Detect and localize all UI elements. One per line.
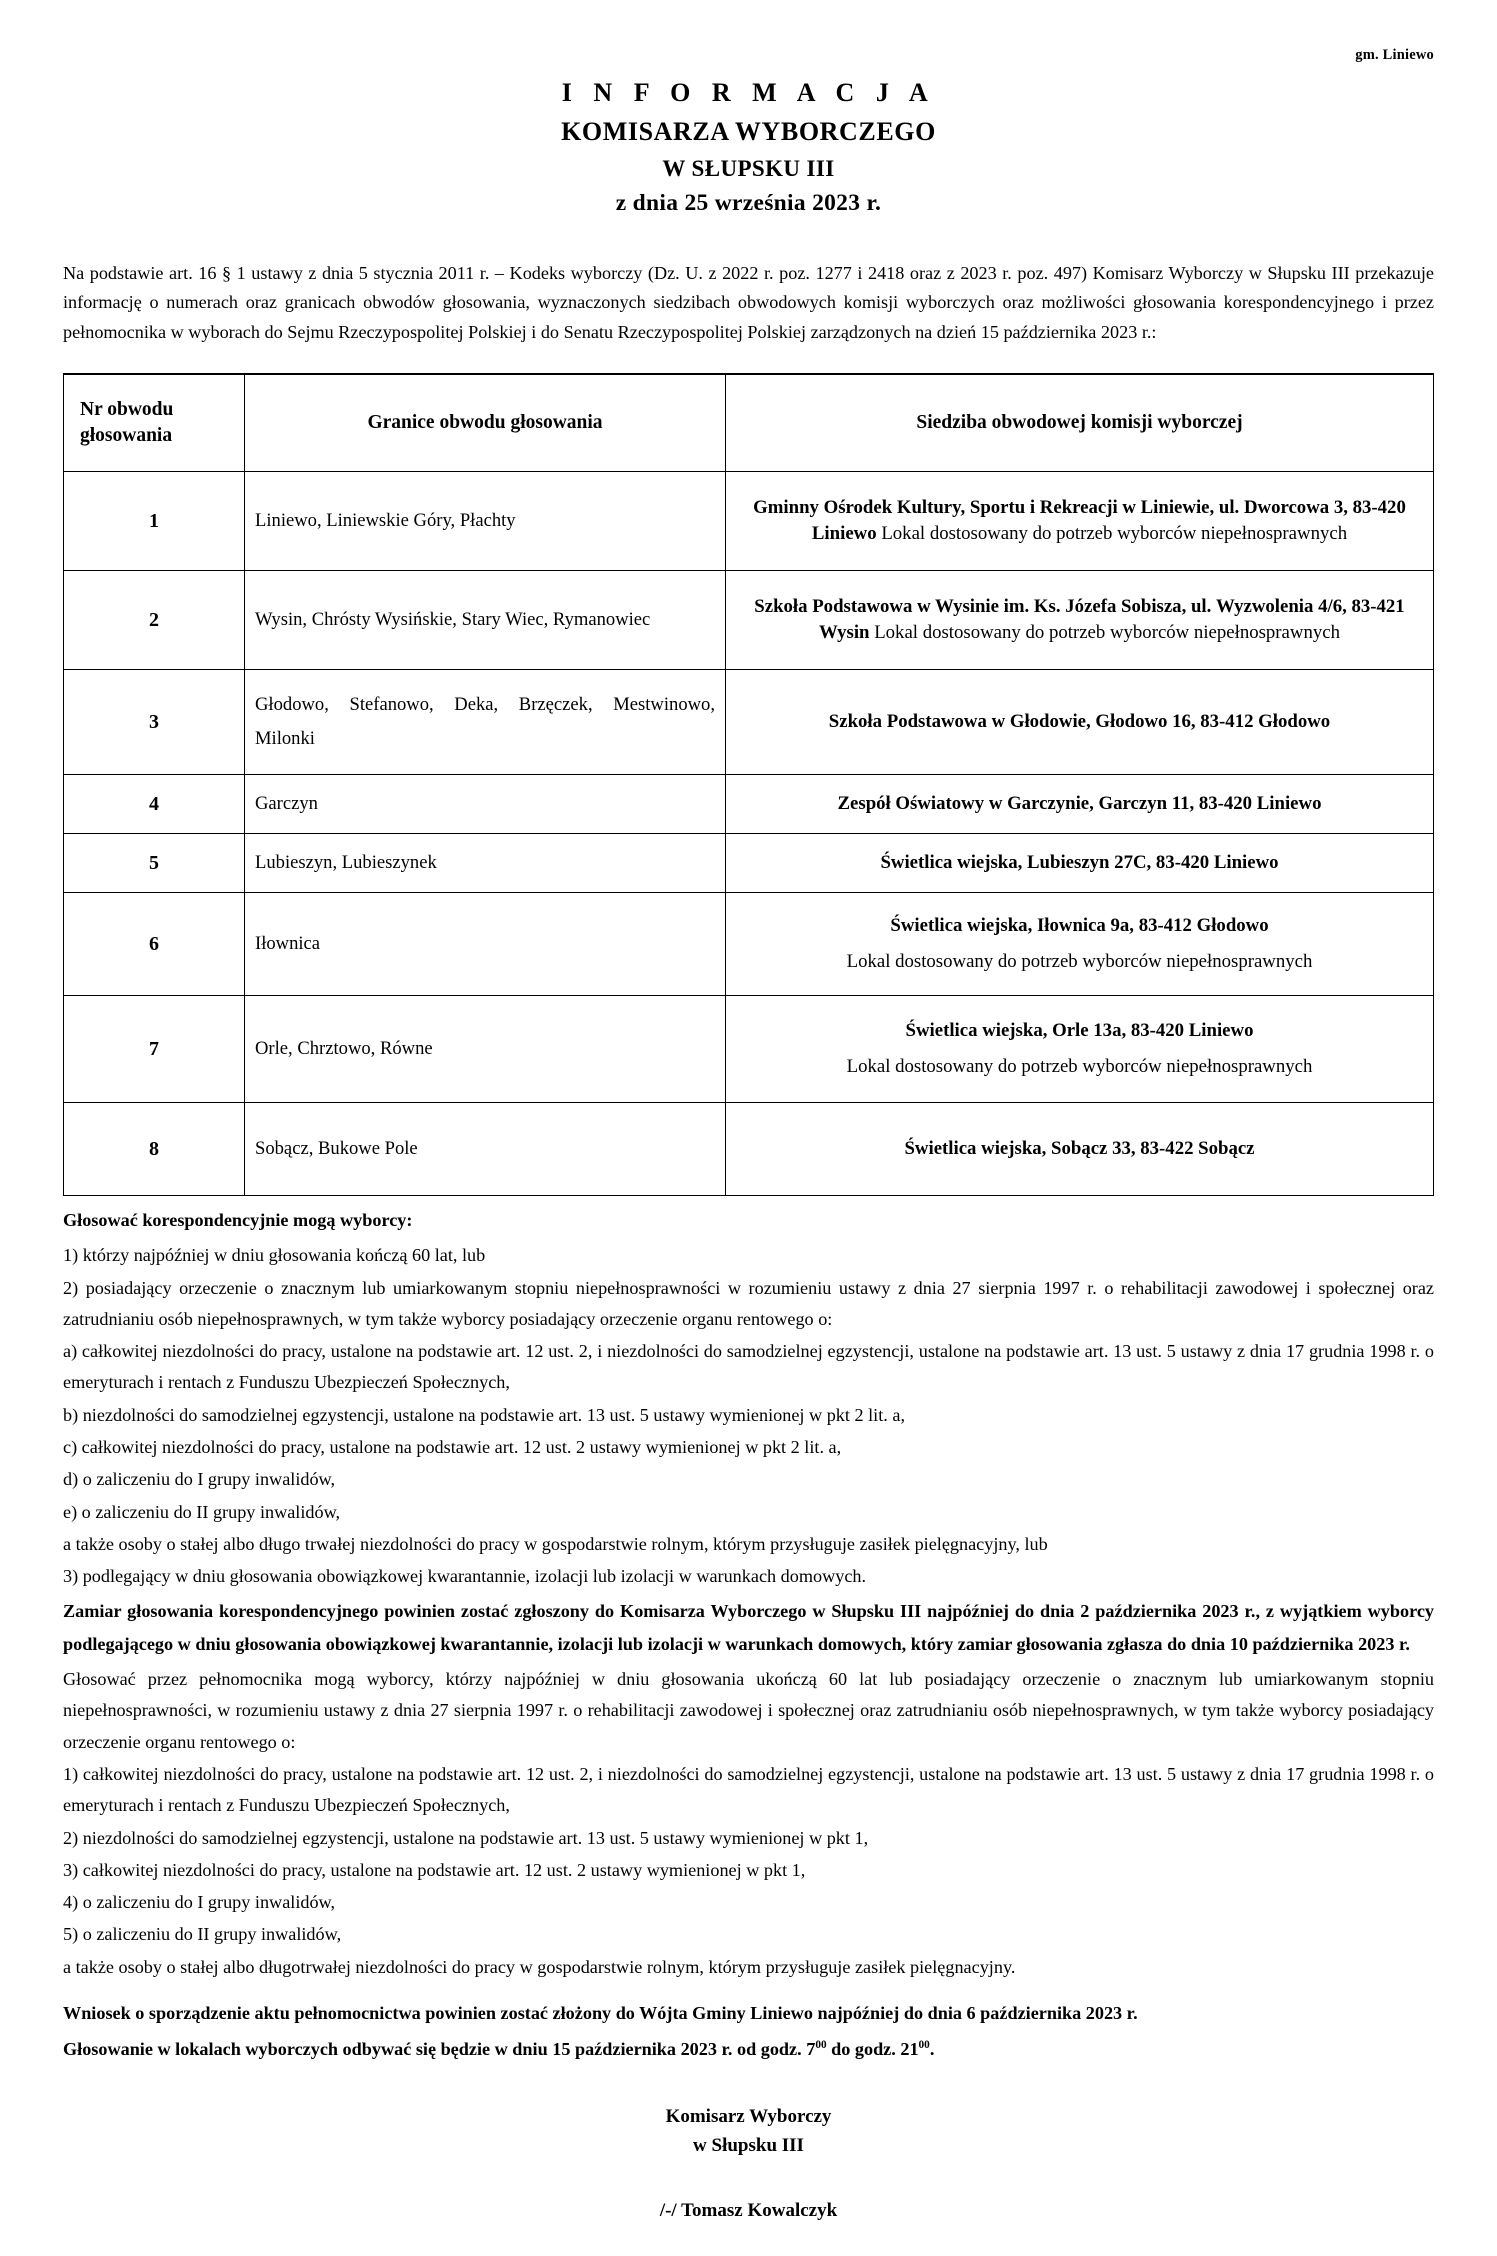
cell-district-bounds: Iłownica bbox=[245, 893, 726, 996]
cell-district-number: 4 bbox=[64, 775, 245, 834]
cell-district-number: 8 bbox=[64, 1103, 245, 1196]
voting-hours-pre: Głosowanie w lokalach wyborczych odbywać się będzie w dniu 15 października 2023 r. od godz. 7 bbox=[63, 2038, 816, 2059]
header-district-number-line2: głosowania bbox=[80, 425, 173, 447]
title-komisarza: KOMISARZA WYBORCZEGO bbox=[561, 117, 936, 147]
seat-name-line2: Dworcowa 3, 83-420 Liniewo bbox=[811, 496, 1406, 545]
cell-commission-seat bbox=[726, 834, 1434, 893]
table-row bbox=[64, 670, 1434, 775]
cell-district-bounds: Sobącz, Bukowe Pole bbox=[245, 1103, 726, 1196]
cell-district-bounds: Garczyn bbox=[245, 775, 726, 834]
cell-commission-seat bbox=[726, 670, 1434, 775]
seat-accessibility-note: Lokal dostosowany do potrzeb wyborców niepełnosprawnych bbox=[846, 1055, 1313, 1077]
postal-item-1: 1) którzy najpóźniej w dniu głosowania kończą 60 lat, lub bbox=[63, 1245, 486, 1266]
cell-district-bounds: Liniewo, Liniewskie Góry, Płachty bbox=[245, 472, 726, 571]
postal-deadline-paragraph: Zamiar głosowania korespondencyjnego powinien zostać zgłoszony do Komisarza Wyborczego w Słupsku III najpóźniej do dnia 2 października 2023 r., z wyjątkiem wyborcy podlegającego w dniu głosowania obowiązkowej kwarantannie, izolacji lub izolacji w warunkach domowych, który zamiar głosowania zgłasza do dnia 10 października 2023 r. bbox=[63, 1601, 1434, 1655]
voting-hours-mid: do godz. 21 bbox=[826, 2038, 919, 2059]
postal-item-2b: b) niezdolności do samodzielnej egzystencji, ustalone na podstawie art. 13 ust. 5 ustawy wymienionej w pkt 2 lit. a, bbox=[63, 1404, 905, 1425]
cell-commission-seat bbox=[726, 996, 1434, 1103]
title-date: z dnia 25 września 2023 r. bbox=[615, 189, 882, 216]
voting-hours-start-minutes: 00 bbox=[815, 2038, 827, 2051]
seat-name-line1: Świetlica wiejska, Lubieszyn 27C, 83-420 Liniewo bbox=[880, 852, 1279, 874]
seat-name-line1: Gminny Ośrodek Kultury, Sportu i Rekreacji w Liniewie, ul. bbox=[753, 496, 1240, 518]
cell-district-number: 3 bbox=[64, 670, 245, 775]
title-informacja: I N F O R M A C J A bbox=[561, 78, 936, 107]
cell-district-number: 6 bbox=[64, 893, 245, 996]
title-slupsk: W SŁUPSKU III bbox=[662, 155, 835, 181]
cell-commission-seat bbox=[726, 472, 1434, 571]
proxy-item-farmers: a także osoby o stałej albo długotrwałej niezdolności do pracy w gospodarstwie rolnym, którym przysługuje zasiłek pielęgnacyjny. bbox=[63, 1956, 1016, 1977]
cell-district-number: 5 bbox=[64, 834, 245, 893]
proxy-item-3: 3) całkowitej niezdolności do pracy, ustalone na podstawie art. 12 ust. 2 ustawy wymienionej w pkt 1, bbox=[63, 1859, 806, 1880]
seat-name-line1: Świetlica wiejska, Iłownica 9a, 83-412 Głodowo bbox=[890, 915, 1269, 937]
seat-name-line1: Świetlica wiejska, Sobącz 33, 83-422 Sobącz bbox=[904, 1138, 1255, 1160]
signature-name: /-/ Tomasz Kowalczyk bbox=[659, 2200, 838, 2222]
seat-accessibility-note: Lokal dostosowany do potrzeb wyborców niepełnosprawnych bbox=[881, 523, 1348, 545]
proxy-item-5: 5) o zaliczeniu do II grupy inwalidów, bbox=[63, 1924, 342, 1945]
proxy-item-2: 2) niezdolności do samodzielnej egzystencji, ustalone na podstawie art. 13 ust. 5 ustawy wymienionej w pkt 1, bbox=[63, 1827, 869, 1848]
seat-name-line1: Szkoła Podstawowa w Wysinie im. Ks. Józefa Sobisza, ul. bbox=[754, 595, 1212, 617]
header-district-bounds: Granice obwodu głosowania bbox=[245, 374, 726, 472]
postal-item-farmers: a także osoby o stałej albo długo trwałej niezdolności do pracy w gospodarstwie rolnym, którym przysługuje zasiłek pielęgnacyjny, lub bbox=[63, 1533, 1048, 1554]
cell-commission-seat bbox=[726, 775, 1434, 834]
municipality-note: gm. Liniewo bbox=[1355, 47, 1434, 63]
table-header-row bbox=[64, 374, 1434, 472]
postal-item-2: 2) posiadający orzeczenie o znacznym lub umiarkowanym stopniu niepełnosprawności w rozumieniu ustawy z dnia 27 sierpnia 1997 r. o rehabilitacji zawodowej i społecznej oraz zatrudnianiu osób niepełnosprawnych, w tym także wyborcy posiadający orzeczenie organu rentowego o: bbox=[63, 1277, 1434, 1329]
seat-name-line1: Szkoła Podstawowa w Głodowie, Głodowo 16, 83-412 Głodowo bbox=[828, 711, 1331, 733]
table-row bbox=[64, 775, 1434, 834]
proxy-item-4: 4) o zaliczeniu do I grupy inwalidów, bbox=[63, 1892, 336, 1913]
signature-location: w Słupsku III bbox=[693, 2134, 804, 2156]
cell-district-bounds: Głodowo, Stefanowo, Deka, Brzęczek, Mestwinowo, Milonki bbox=[245, 670, 726, 775]
postal-voting-heading: Głosować korespondencyjnie mogą wyborcy: bbox=[63, 1210, 413, 1231]
cell-commission-seat bbox=[726, 1103, 1434, 1196]
body-text bbox=[63, 1204, 1434, 2065]
table-row bbox=[64, 472, 1434, 571]
voting-hours-end-minutes: 00 bbox=[918, 2038, 930, 2051]
postal-item-2c: c) całkowitej niezdolności do pracy, ustalone na podstawie art. 12 ust. 2 ustawy wymienionej w pkt 2 lit. a, bbox=[63, 1437, 842, 1457]
document-title-block bbox=[63, 76, 1434, 219]
cell-commission-seat bbox=[726, 893, 1434, 996]
postal-item-2a: a) całkowitej niezdolności do pracy, ustalone na podstawie art. 12 ust. 2, i niezdolności do samodzielnej egzystencji, ustalone na podstawie art. 13 ust. 5 ustawy z dnia 17 grudnia 1998 r. o emeryturach i rentach z Funduszu Ubezpieczeń Społecznych, bbox=[63, 1341, 1434, 1393]
header-district-number-line1: Nr obwodu bbox=[80, 398, 174, 420]
voting-hours-end: . bbox=[929, 2038, 935, 2059]
table-row bbox=[64, 1103, 1434, 1196]
seat-accessibility-note: Lokal dostosowany do potrzeb wyborców niepełnosprawnych bbox=[874, 622, 1340, 644]
signature-role: Komisarz Wyborczy bbox=[665, 2105, 832, 2127]
proxy-intro-paragraph: Głosować przez pełnomocnika mogą wyborcy, którzy najpóźniej w dniu głosowania ukończą 60 lat lub posiadający orzeczenie o znacznym lub umiarkowanym stopniu niepełnosprawności, w rozumieniu ustawy z dnia 27 sierpnia 1997 r. o rehabilitacji zawodowej i społecznej oraz zatrudnianiu osób niepełnosprawnych, w tym także wyborcy posiadający orzeczenie organu rentowego o: bbox=[63, 1669, 1434, 1752]
postal-item-2d: d) o zaliczeniu do I grupy inwalidów, bbox=[63, 1469, 336, 1490]
signature-block bbox=[63, 2102, 1434, 2226]
cell-district-number: 2 bbox=[64, 571, 245, 670]
cell-district-number: 1 bbox=[64, 472, 245, 571]
proxy-deadline-paragraph: Wniosek o sporządzenie aktu pełnomocnictwa powinien zostać złożony do Wójta Gminy Liniewo najpóźniej do dnia 6 października 2023 r. bbox=[63, 2002, 1138, 2023]
polling-districts-table bbox=[63, 373, 1434, 1196]
table-row bbox=[64, 571, 1434, 670]
table-row bbox=[64, 834, 1434, 893]
postal-item-3: 3) podlegający w dniu głosowania obowiązkowej kwarantannie, izolacji lub izolacji w warunkach domowych. bbox=[63, 1566, 867, 1587]
seat-name-line2: Wyzwolenia 4/6, 83-421 Wysin bbox=[819, 595, 1405, 644]
seat-name-line1: Świetlica wiejska, Orle 13a, 83-420 Liniewo bbox=[905, 1020, 1254, 1042]
table-row bbox=[64, 893, 1434, 996]
table-row bbox=[64, 996, 1434, 1103]
cell-district-number: 7 bbox=[64, 996, 245, 1103]
cell-district-bounds: Wysin, Chrósty Wysińskie, Stary Wiec, Rymanowiec bbox=[245, 571, 726, 670]
intro-paragraph: Na podstawie art. 16 § 1 ustawy z dnia 5 stycznia 2011 r. – Kodeks wyborczy (Dz. U. z 2022 r. poz. 1277 i 2418 oraz z 2023 r. poz. 497) Komisarz Wyborczy w Słupsku III przekazuje informację o numerach oraz granicach obwodów głosowania, wyznaczonych siedzibach obwodowych komisji wyborczych oraz możliwości głosowania korespondencyjnego i przez pełnomocnika w wyborach do Sejmu Rzeczypospolitej Polskiej i do Senatu Rzeczypospolitej Polskiej zarządzonych na dzień 15 października 2023 r.: bbox=[63, 263, 1434, 342]
proxy-item-1: 1) całkowitej niezdolności do pracy, ustalone na podstawie art. 12 ust. 2, i niezdolności do samodzielnej egzystencji, ustalone na podstawie art. 13 ust. 5 ustawy z dnia 17 grudnia 1998 r. o emeryturach i rentach z Funduszu Ubezpieczeń Społecznych, bbox=[63, 1763, 1434, 1816]
postal-item-2e: e) o zaliczeniu do II grupy inwalidów, bbox=[63, 1501, 341, 1522]
header-commission-seat: Siedziba obwodowej komisji wyborczej bbox=[726, 374, 1434, 472]
seat-accessibility-note: Lokal dostosowany do potrzeb wyborców niepełnosprawnych bbox=[846, 950, 1313, 972]
header-district-number bbox=[64, 374, 245, 472]
cell-commission-seat bbox=[726, 571, 1434, 670]
seat-name-line1: Zespół Oświatowy w Garczynie, Garczyn 11, 83-420 Liniewo bbox=[837, 793, 1322, 815]
cell-district-bounds: Lubieszyn, Lubieszynek bbox=[245, 834, 726, 893]
voting-hours-paragraph bbox=[63, 2033, 1434, 2066]
cell-district-bounds: Orle, Chrztowo, Równe bbox=[245, 996, 726, 1103]
